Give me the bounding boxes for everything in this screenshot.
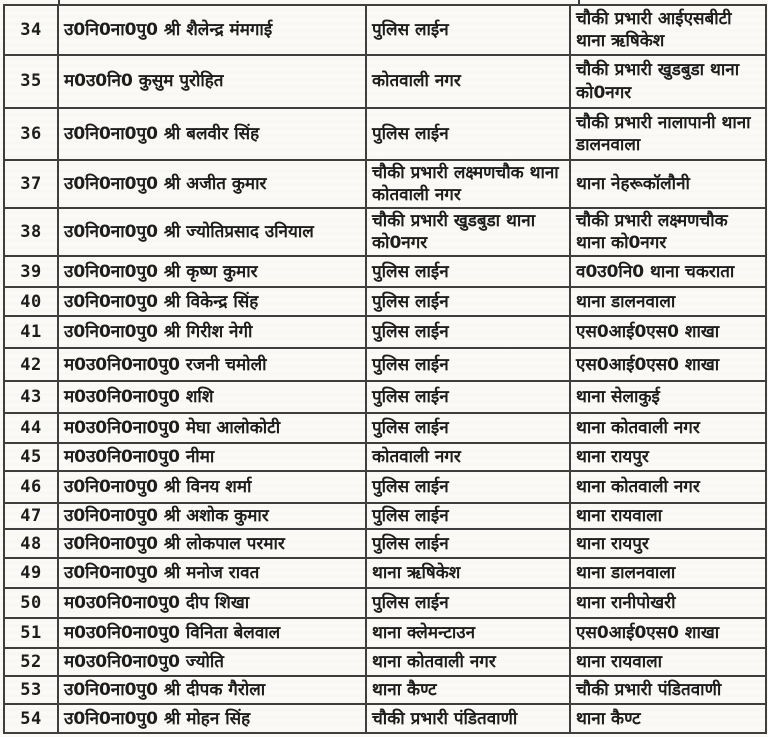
serial-number-cell: 53 [4,676,58,704]
officer-name-cell: उ0नि0ना0पु0 श्री विनय शर्मा [58,471,366,503]
new-posting-cell: थाना कोतवाली नगर [570,471,766,503]
new-posting-cell: चौकी प्रभारी खुडबुडा थाना को0नगर [570,55,766,108]
current-posting-cell: थाना ऋषिकेश [366,558,570,588]
officer-name-cell: उ0नि0ना0पु0 श्री दीपक गैरोला [58,676,366,704]
new-posting-cell: एस0आई0एस0 शाखा [570,618,766,648]
new-posting-cell: थाना रानीपोखरी [570,588,766,618]
serial-number-cell: 46 [4,471,58,503]
table-row [4,108,766,160]
current-posting-cell: पुलिस लाईन [366,381,570,413]
officer-name-cell: उ0नि0ना0पु0 श्री गिरीश नेगी [58,316,366,348]
serial-number-cell: 48 [4,529,58,558]
officer-name-cell: म0उ0नि0ना0पु0 ज्योति [58,648,366,676]
serial-number-cell: 38 [4,208,58,256]
new-posting-cell: थाना डालनवाला [570,287,766,316]
serial-number-cell: 47 [4,503,58,529]
table-row [4,160,766,208]
serial-number-cell: 37 [4,160,58,208]
current-posting-cell: पुलिस लाईन [366,588,570,618]
table-row [4,5,766,55]
current-posting-cell: पुलिस लाईन [366,5,570,55]
officer-name-cell: म0उ0नि0ना0पु0 रजनी चमोली [58,348,366,381]
current-posting-cell: पुलिस लाईन [366,256,570,287]
table-row [4,348,766,381]
new-posting-cell: थाना नेहरूकॉलौनी [570,160,766,208]
table-row [4,316,766,348]
current-posting-cell: पुलिस लाईन [366,287,570,316]
serial-number-cell: 41 [4,316,58,348]
serial-number-cell: 39 [4,256,58,287]
serial-number-cell: 49 [4,558,58,588]
current-posting-cell: चौकी प्रभारी लक्ष्मणचौक थाना कोतवाली नगर [366,160,570,208]
serial-number-cell: 45 [4,443,58,471]
table-row [4,55,766,108]
table-row [4,558,766,588]
new-posting-cell: चौकी प्रभारी नालापानी थाना डालनवाला [570,108,766,160]
serial-number-cell: 42 [4,348,58,381]
table-row [4,529,766,558]
new-posting-cell: थाना सेलाकुई [570,381,766,413]
new-posting-cell: थाना रायवाला [570,503,766,529]
new-posting-cell: एस0आई0एस0 शाखा [570,348,766,381]
officer-name-cell: म0उ0नि0ना0पु0 दीप शिखा [58,588,366,618]
current-posting-cell: थाना कोतवाली नगर [366,648,570,676]
new-posting-cell: थाना रायपुर [570,529,766,558]
current-posting-cell: चौकी प्रभारी पंडितवाणी [366,704,570,733]
new-posting-cell: थाना डालनवाला [570,558,766,588]
serial-number-cell: 50 [4,588,58,618]
current-posting-cell: कोतवाली नगर [366,443,570,471]
serial-number-cell: 36 [4,108,58,160]
table-row [4,287,766,316]
officer-name-cell: म0उ0नि0ना0पु0 विनिता बेलवाल [58,618,366,648]
table-row [4,676,766,704]
current-posting-cell: पुलिस लाईन [366,413,570,443]
transfer-table-body [4,5,766,733]
transfer-table [3,4,767,734]
officer-name-cell: म0उ0नि0 कुसुम पुरोहित [58,55,366,108]
officer-name-cell: म0उ0नि0ना0पु0 मेघा आलोकोटी [58,413,366,443]
table-row [4,256,766,287]
new-posting-cell: चौकी प्रभारी आईएसबीटी थाना ऋषिकेश [570,5,766,55]
officer-name-cell: म0उ0नि0ना0पु0 नीमा [58,443,366,471]
current-posting-cell: पुलिस लाईन [366,316,570,348]
new-posting-cell: थाना रायवाला [570,648,766,676]
table-row [4,381,766,413]
new-posting-cell: थाना कैण्ट [570,704,766,733]
table-row [4,588,766,618]
officer-name-cell: उ0नि0ना0पु0 श्री अशोक कुमार [58,503,366,529]
table-row [4,648,766,676]
serial-number-cell: 34 [4,5,58,55]
officer-name-cell: उ0नि0ना0पु0 श्री मोहन सिंह [58,704,366,733]
table-row [4,471,766,503]
serial-number-cell: 51 [4,618,58,648]
table-row [4,413,766,443]
new-posting-cell: एस0आई0एस0 शाखा [570,316,766,348]
new-posting-cell: व0उ0नि0 थाना चकराता [570,256,766,287]
serial-number-cell: 52 [4,648,58,676]
current-posting-cell: पुलिस लाईन [366,108,570,160]
officer-name-cell: उ0नि0ना0पु0 श्री लोकपाल परमार [58,529,366,558]
current-posting-cell: पुलिस लाईन [366,503,570,529]
new-posting-cell: चौकी प्रभारी लक्ष्मणचौक थाना को0नगर [570,208,766,256]
current-posting-cell: थाना कैण्ट [366,676,570,704]
current-posting-cell: कोतवाली नगर [366,55,570,108]
serial-number-cell: 43 [4,381,58,413]
officer-name-cell: उ0नि0ना0पु0 श्री कृष्ण कुमार [58,256,366,287]
officer-name-cell: उ0नि0ना0पु0 श्री मनोज रावत [58,558,366,588]
table-row [4,208,766,256]
table-row [4,443,766,471]
officer-name-cell: उ0नि0ना0पु0 श्री विकेन्द्र सिंह [58,287,366,316]
current-posting-cell: पुलिस लाईन [366,529,570,558]
officer-name-cell: उ0नि0ना0पु0 श्री बलवीर सिंह [58,108,366,160]
serial-number-cell: 40 [4,287,58,316]
table-row [4,618,766,648]
current-posting-cell: पुलिस लाईन [366,348,570,381]
current-posting-cell: चौकी प्रभारी खुडबुडा थाना को0नगर [366,208,570,256]
current-posting-cell: पुलिस लाईन [366,471,570,503]
officer-name-cell: उ0नि0ना0पु0 श्री शैलेन्द्र मंमगाई [58,5,366,55]
new-posting-cell: थाना कोतवाली नगर [570,413,766,443]
new-posting-cell: चौकी प्रभारी पंडितवाणी [570,676,766,704]
officer-name-cell: उ0नि0ना0पु0 श्री ज्योतिप्रसाद उनियाल [58,208,366,256]
officer-name-cell: उ0नि0ना0पु0 श्री अजीत कुमार [58,160,366,208]
officer-name-cell: म0उ0नि0ना0पु0 शशि [58,381,366,413]
table-row [4,704,766,733]
current-posting-cell: थाना क्लेमन्टाउन [366,618,570,648]
new-posting-cell: थाना रायपुर [570,443,766,471]
serial-number-cell: 54 [4,704,58,733]
table-row [4,503,766,529]
serial-number-cell: 44 [4,413,58,443]
serial-number-cell: 35 [4,55,58,108]
